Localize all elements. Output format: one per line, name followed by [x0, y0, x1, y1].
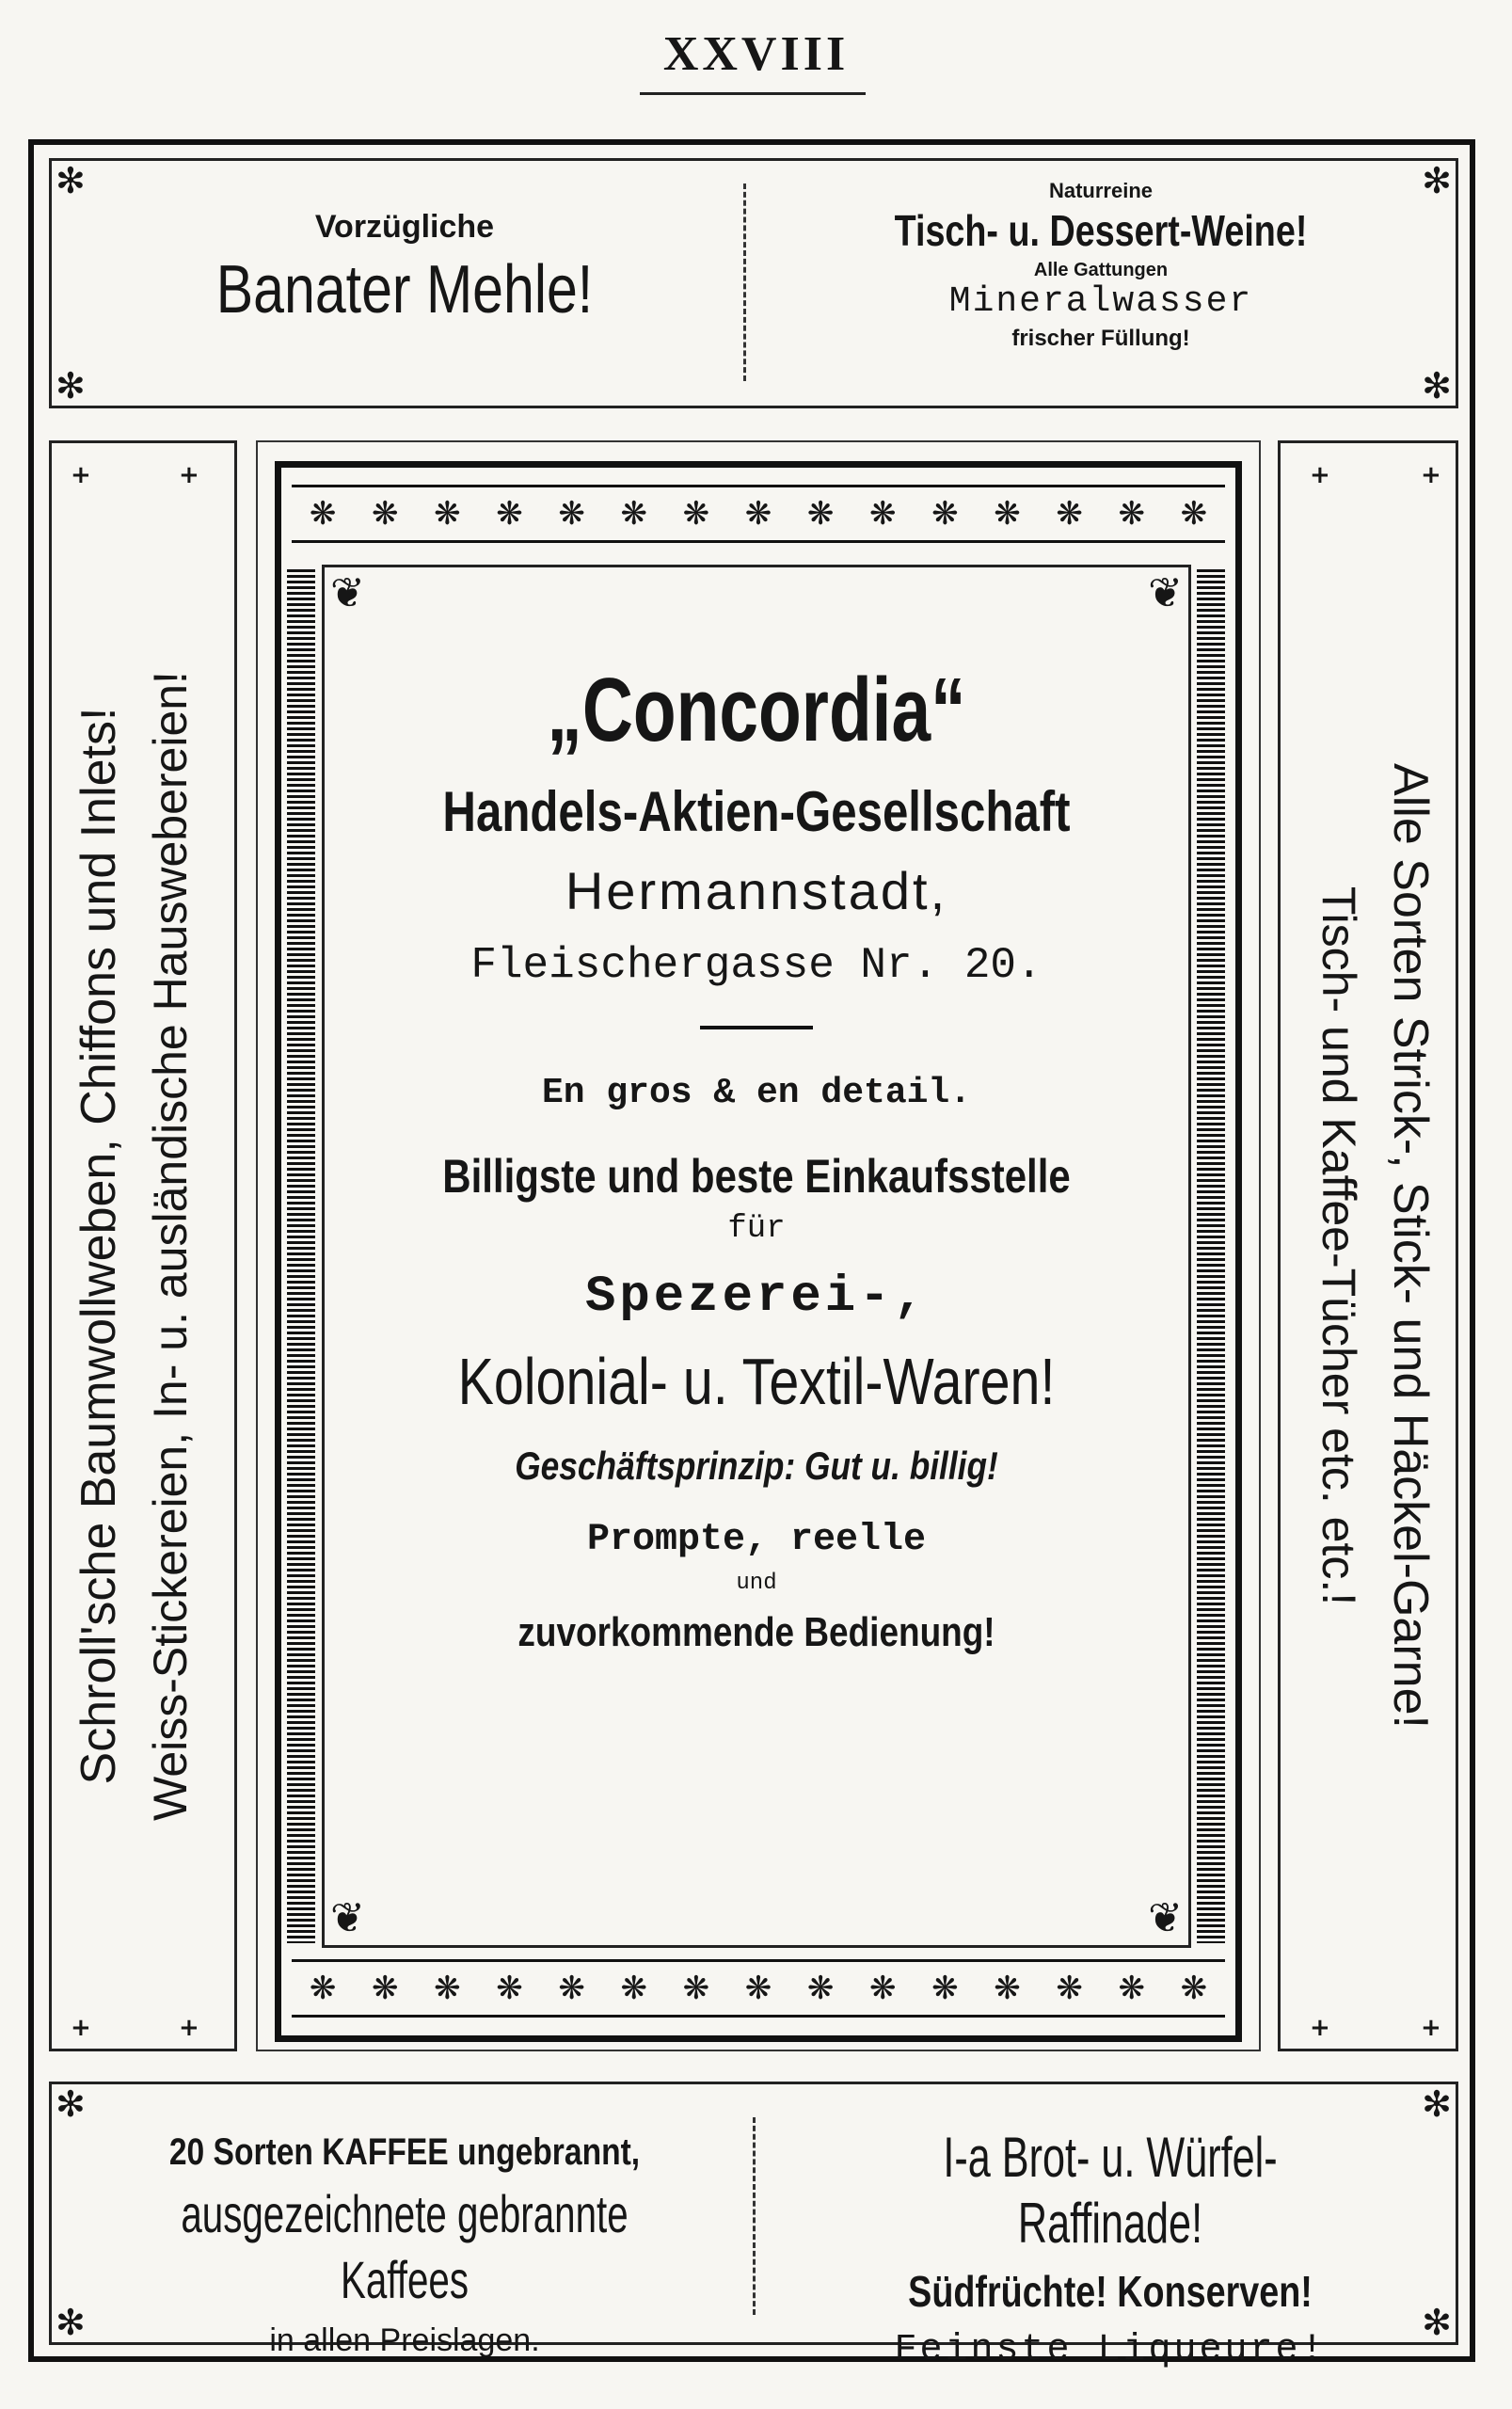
right-column-line2: Tisch- und Kaffee-Tücher etc. etc.! — [1313, 885, 1365, 1606]
ornament-icon: ❋ — [744, 495, 772, 533]
corner-ornament-icon: ❦ — [1148, 569, 1183, 617]
ornament-icon: ❋ — [931, 1970, 959, 2007]
corner-ornament-icon: ❦ — [1148, 1894, 1183, 1942]
bottom-right-line1: I-a Brot- u. Würfel-Raffinade! — [943, 2126, 1278, 2255]
ornament-icon: ❋ — [371, 1970, 399, 2007]
ornament-icon: ❋ — [682, 495, 710, 533]
ornament-icon: ❋ — [1180, 1970, 1208, 2007]
plus-ornament: + — [1421, 2014, 1441, 2042]
bottom-ornament-band — [292, 1959, 1225, 2018]
ornament-icon: ❋ — [806, 1970, 835, 2007]
bottom-right-line3: Feinste Liqueure! — [894, 2329, 1327, 2371]
right-stripe-border — [1197, 569, 1225, 1943]
ornament-icon: ❋ — [1056, 495, 1083, 533]
ornament-icon: ❋ — [868, 1970, 897, 2007]
plus-ornament: + — [1421, 461, 1441, 489]
plus-ornament: + — [179, 461, 199, 489]
ornament-icon: ❋ — [558, 495, 585, 533]
center-text — [331, 659, 1182, 1658]
goods-line2: Kolonial- u. Textil-Waren! — [457, 1345, 1056, 1418]
ornament-icon: ✻ — [1422, 365, 1452, 407]
ornament-icon: ✻ — [56, 365, 86, 407]
page-number-rule — [640, 92, 866, 95]
top-right-line4: Mineralwasser — [948, 281, 1253, 322]
ornament-icon: ❋ — [806, 495, 835, 533]
ornament-icon: ❋ — [309, 495, 337, 533]
top-right-line2: Tisch- u. Dessert-Weine! — [894, 206, 1308, 255]
top-left-ad — [103, 209, 706, 328]
ornament-icon: ✻ — [1422, 160, 1452, 201]
ornament-icon: ❋ — [371, 495, 399, 533]
corner-ornament-icon: ❦ — [330, 569, 365, 617]
ornament-icon: ❋ — [620, 495, 647, 533]
top-left-line2: Banater Mehle! — [215, 252, 594, 327]
fuer-line: für — [727, 1211, 786, 1247]
slogan-line: Billigste und beste Einkaufsstelle — [442, 1150, 1071, 1203]
company-city: Hermannstadt, — [565, 861, 948, 920]
left-stripe-border — [287, 569, 315, 1943]
trade-line: En gros & en detail. — [541, 1073, 972, 1113]
ornament-icon: ❋ — [434, 495, 461, 533]
service-line1: Prompte, reelle — [586, 1519, 927, 1561]
bottom-left-line2: ausgezeichnete gebrannte Kaffees — [181, 2184, 629, 2309]
ornament-icon: ❋ — [1180, 495, 1208, 533]
ornament-icon: ❋ — [994, 1970, 1021, 2007]
bottom-right-line2: Südfrüchte! Konserven! — [908, 2267, 1313, 2316]
ornament-icon: ❋ — [434, 1970, 461, 2007]
plus-ornament: + — [71, 461, 91, 489]
left-column-line2: Weiss-Stickereien, In- u. ausländische Hauswebereien! — [144, 671, 197, 1821]
und-line: und — [736, 1571, 777, 1596]
principle-line: Geschäftsprinzip: Gut u. billig! — [515, 1444, 998, 1488]
right-column-line1: Alle Sorten Strick-, Stick- und Häckel-Garne! — [1383, 763, 1438, 1729]
plus-ornament: + — [1310, 461, 1330, 489]
ornament-icon: ❋ — [620, 1970, 647, 2007]
center-divider — [700, 1026, 813, 1029]
goods-line1: Spezerei-, — [584, 1268, 929, 1326]
bottom-left-line1: 20 Sorten KAFFEE ungebrannt, — [168, 2131, 641, 2173]
top-right-line3: Alle Gattungen — [1033, 260, 1169, 280]
ornament-icon: ✻ — [56, 2083, 86, 2125]
ornament-icon: ✻ — [1422, 2083, 1452, 2125]
company-address: Fleischergasse Nr. 20. — [470, 941, 1042, 990]
ornament-icon: ❋ — [558, 1970, 585, 2007]
bottom-left-ad — [75, 2129, 734, 2362]
ornament-icon: ❋ — [682, 1970, 710, 2007]
plus-ornament: + — [1310, 2014, 1330, 2042]
bottom-left-line3: in allen Preislagen. — [269, 2322, 540, 2358]
corner-ornament-icon: ❦ — [330, 1894, 365, 1942]
ornament-icon: ✻ — [1422, 2302, 1452, 2343]
ornament-icon: ❋ — [1118, 495, 1145, 533]
company-name: „Concordia“ — [547, 660, 966, 760]
left-column-text — [63, 512, 223, 1980]
ornament-icon: ❋ — [931, 495, 959, 533]
plus-ornament: + — [179, 2014, 199, 2042]
top-left-line1: Vorzügliche — [314, 209, 495, 245]
page-number: XXVIII — [662, 27, 850, 81]
bottom-right-ad — [772, 2125, 1449, 2375]
bottom-divider — [753, 2117, 756, 2315]
ornament-icon: ✻ — [56, 160, 86, 201]
ornament-icon: ❋ — [744, 1970, 772, 2007]
company-type: Handels-Aktien-Gesellschaft — [442, 780, 1071, 843]
top-divider — [743, 183, 747, 381]
top-right-line1: Naturreine — [1048, 179, 1154, 202]
ornament-icon: ❋ — [496, 495, 523, 533]
top-right-line5: frischer Füllung! — [1011, 326, 1190, 351]
left-column-line1: Schroll'sche Baumwollweben, Chiffons und Inlets! — [72, 707, 126, 1785]
service-line2: zuvorkommende Bedienung! — [517, 1609, 995, 1655]
ornament-icon: ❋ — [1118, 1970, 1145, 2007]
ornament-icon: ❋ — [1056, 1970, 1083, 2007]
ornament-icon: ❋ — [868, 495, 897, 533]
plus-ornament: + — [71, 2014, 91, 2042]
top-right-ad — [762, 179, 1440, 352]
right-column-text — [1286, 512, 1446, 1980]
ornament-icon: ❋ — [309, 1970, 337, 2007]
ornament-icon: ✻ — [56, 2302, 86, 2343]
ornament-icon: ❋ — [496, 1970, 523, 2007]
top-ornament-band — [292, 485, 1225, 543]
ornament-icon: ❋ — [994, 495, 1021, 533]
